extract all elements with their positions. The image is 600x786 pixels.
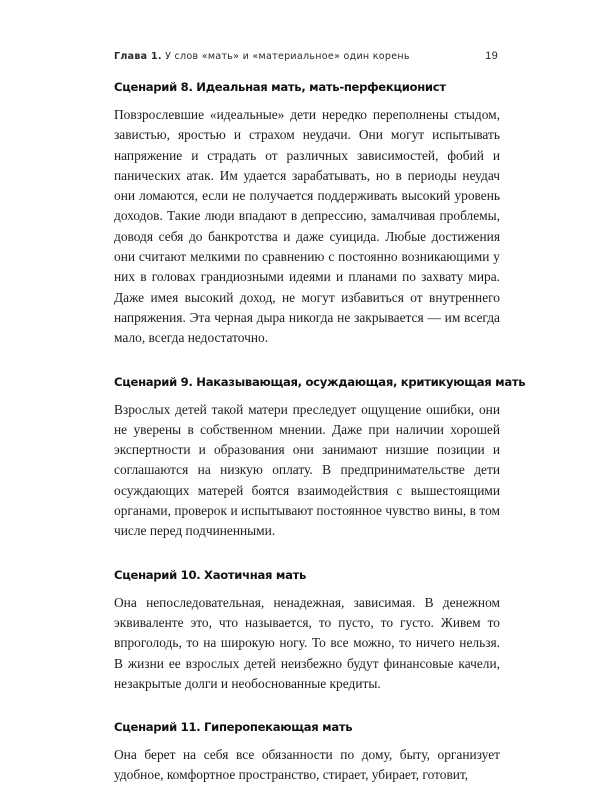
page-content: [114, 79, 526, 786]
page-number: 19: [485, 50, 498, 62]
section-heading: Сценарий 8. Идеальная мать, мать-перфекционист: [114, 80, 446, 94]
chapter-name: У слов «мать» и «материальное» один корень: [165, 51, 410, 62]
running-header: [114, 50, 498, 62]
section-heading: Сценарий 10. Хаотичная мать: [114, 567, 307, 582]
section-heading: Сценарий 9. Наказывающая, осуждающая, критикующая мать: [114, 374, 526, 389]
chapter-title: [114, 51, 410, 62]
section-paragraph: Повзрослевшие «идеальные» дети нередко переполнены стыдом, завистью, яростью и страхом неудачи. Они могут испытывать напряжение и страдать от различных зависимостей, фобий и панических атак. Им удается зарабатывать, но в периоды неудач они ломаются, если не получается поддерживать высокий уровень доходов. Такие люди впадают в депрессию, замалчивая проблемы, доводя себя до банкротства и даже суицида. Любые достижения они считают мелкими по сравнению с постоянно возникающими у них в головах грандиозными идеями и планами по захвату мира. Даже имея высокий доход, не могут избавиться от внутреннего напряжения. Эта черная дыра никогда не закрывается — им всегда мало, всегда недостаточно.: [114, 107, 500, 346]
section-paragraph: Она непоследовательная, ненадежная, зависимая. В денежном эквиваленте это, что называется, то пусто, то густо. Живем то впроголодь, то на широкую ногу. То все можно, то ничего нельзя. В жизни ее взрослых детей неизбежно будут финансовые качели, незакрытые долги и необоснованные кредиты.: [114, 594, 500, 691]
chapter-label: Глава 1.: [114, 51, 162, 62]
section-scenario-9: [114, 374, 526, 542]
section-paragraph: Взрослых детей такой матери преследует ощущение ошибки, они не уверены в собственном мнении. Даже при наличии хорошей экспертности и образования они занимают низшие позиции и соглашаются на низкую оплату. В предпринимательстве дети осуждающих матерей боятся взаимодействия с вышестоящими органами, проверок и испытывают постоянное чувство вины, в том числе перед подчиненными.: [114, 401, 500, 539]
section-scenario-8: [114, 79, 500, 349]
section-paragraph: Она берет на себя все обязанности по дому, быту, организует удобное, комфортное пространство, стирает, убирает, готовит,: [114, 747, 500, 783]
section-scenario-10: [114, 567, 500, 694]
section-heading: Сценарий 11. Гиперопекающая мать: [114, 720, 353, 735]
section-scenario-11: [114, 719, 500, 786]
